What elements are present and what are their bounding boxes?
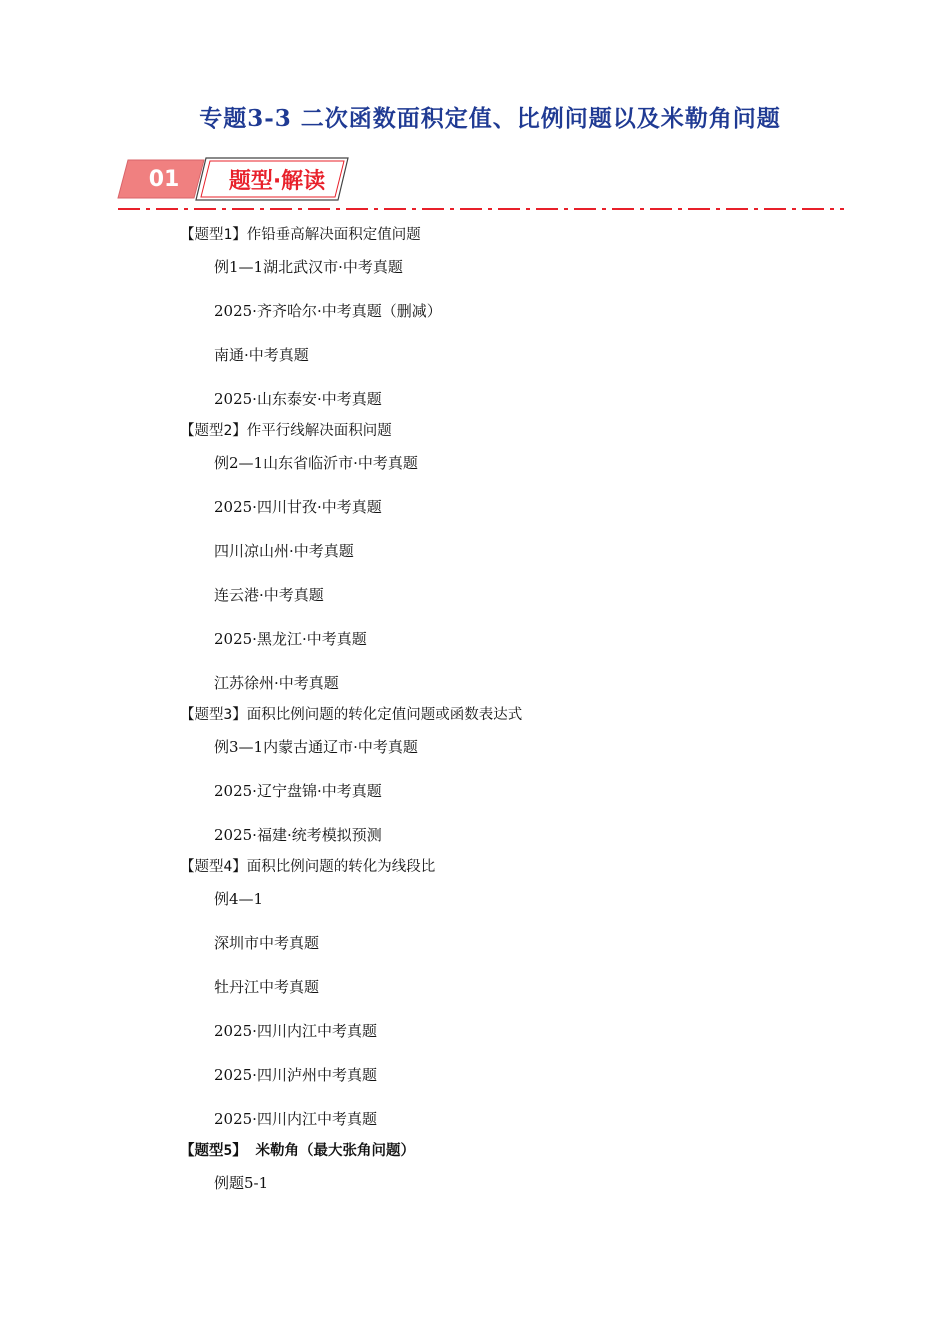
list-item: 深圳市中考真题 <box>214 934 320 952</box>
list-item: 四川凉山州·中考真题 <box>214 542 354 560</box>
list-item: 例1—1湖北武汉市·中考真题 <box>214 258 403 276</box>
section-heading: 【题型4】面积比例问题的转化为线段比 <box>180 859 436 875</box>
list-item: 2025·黑龙江·中考真题 <box>214 630 367 648</box>
section-banner <box>116 156 356 202</box>
list-item: 2025·山东泰安·中考真题 <box>214 390 382 408</box>
list-item: 例题5-1 <box>214 1174 269 1192</box>
list-item: 牡丹江中考真题 <box>214 978 320 996</box>
list-item: 南通·中考真题 <box>214 346 309 364</box>
dash-divider <box>118 204 844 214</box>
list-item: 2025·福建·统考模拟预测 <box>214 826 382 844</box>
section-heading: 【题型2】作平行线解决面积问题 <box>180 423 392 439</box>
list-item: 2025·辽宁盘锦·中考真题 <box>214 782 382 800</box>
list-item: 江苏徐州·中考真题 <box>214 674 339 692</box>
banner-number: 01 <box>148 166 180 192</box>
table-of-contents <box>0 222 950 1194</box>
list-item: 2025·四川内江中考真题 <box>214 1022 377 1040</box>
list-item: 连云港·中考真题 <box>214 586 324 604</box>
list-item: 2025·齐齐哈尔·中考真题（删减） <box>214 302 442 320</box>
list-item: 2025·四川甘孜·中考真题 <box>214 498 382 516</box>
list-item: 2025·四川内江中考真题 <box>214 1110 377 1128</box>
section-heading: 【题型3】面积比例问题的转化定值问题或函数表达式 <box>180 707 523 723</box>
banner-label: 题型·解读 <box>228 168 326 194</box>
section-heading: 【题型1】作铅垂高解决面积定值问题 <box>180 227 421 243</box>
list-item: 例3—1内蒙古通辽市·中考真题 <box>214 738 418 756</box>
list-item: 例4—1 <box>214 890 264 908</box>
section-heading: 【题型5】 米勒角（最大张角问题） <box>180 1143 415 1159</box>
list-item: 例2—1山东省临沂市·中考真题 <box>214 454 418 472</box>
list-item: 2025·四川泸州中考真题 <box>214 1066 377 1084</box>
page-title: 专题3-3 二次函数面积定值、比例问题以及米勒角问题 <box>199 105 781 132</box>
